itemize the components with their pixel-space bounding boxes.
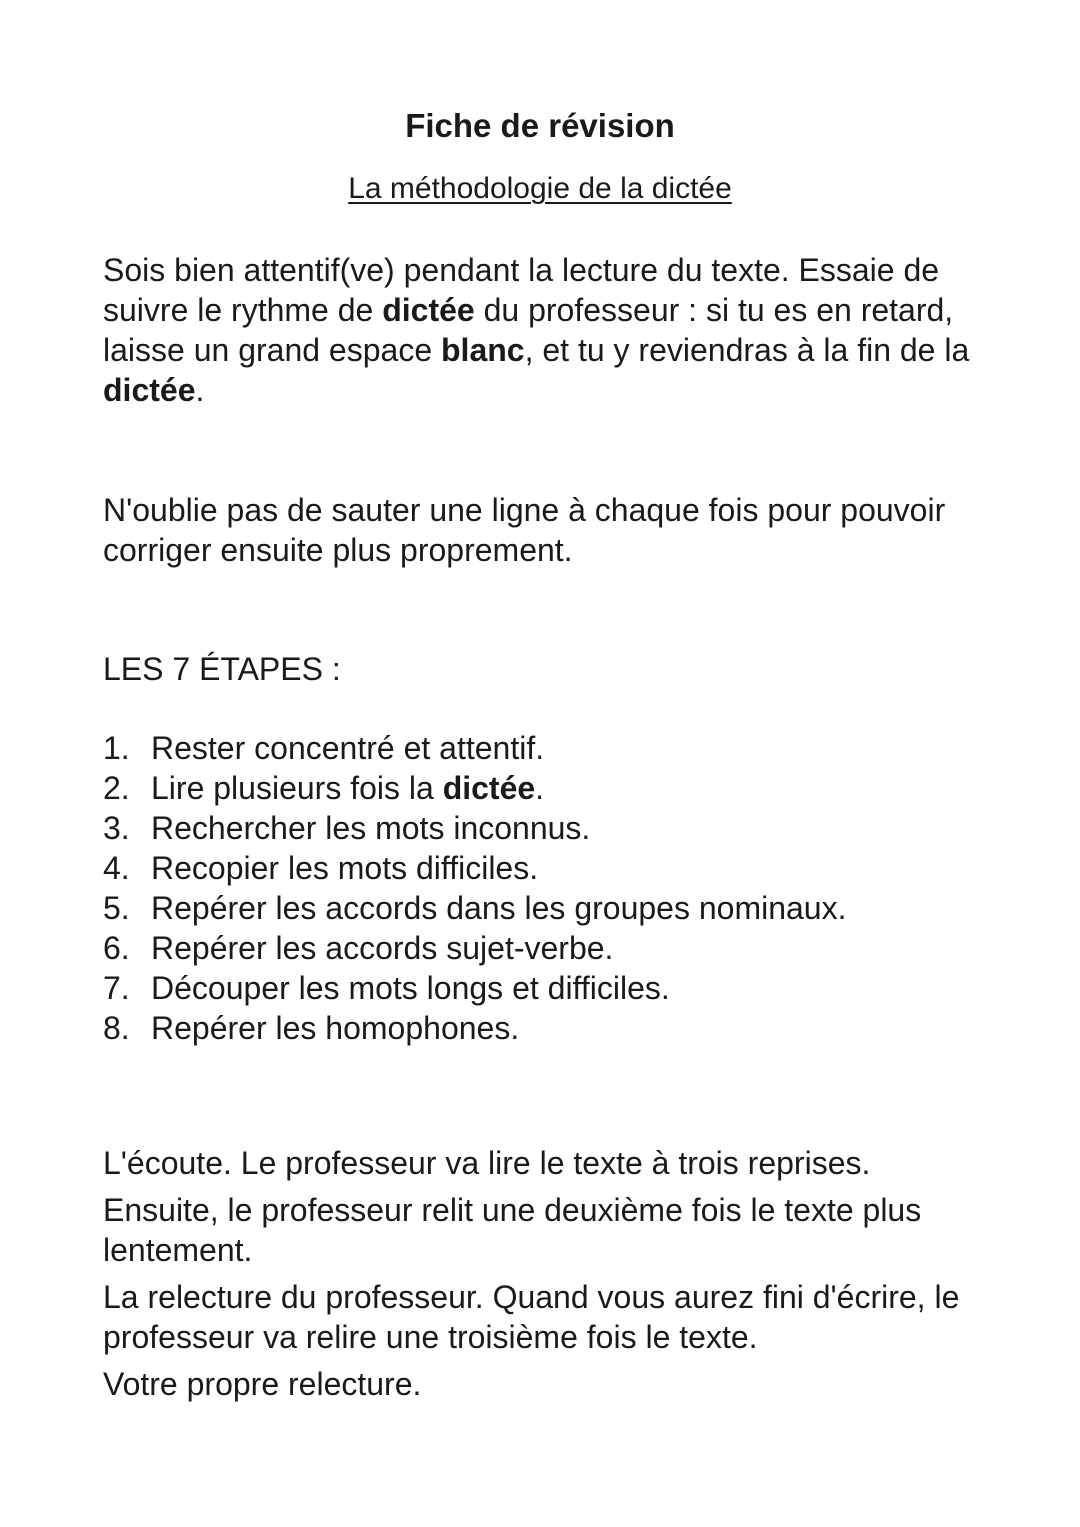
bold-word: dictée: [442, 770, 536, 806]
paragraph-text: , et tu y reviendras à la fin de la: [524, 332, 970, 368]
list-number: 7.: [103, 970, 130, 1006]
list-number: 1.: [103, 730, 130, 766]
list-text: Repérer les accords dans les groupes nominaux.: [151, 890, 847, 926]
list-text: Découper les mots longs et difficiles.: [151, 970, 670, 1006]
list-item: [103, 888, 1003, 928]
list-item: [103, 1008, 1003, 1048]
list-item: [103, 928, 1003, 968]
bold-word: dictée: [382, 292, 475, 328]
list-item: [103, 848, 1003, 888]
bold-word: dictée: [103, 372, 196, 408]
list-item: [103, 728, 1003, 768]
list-text: Rester concentré et attentif.: [151, 730, 545, 766]
list-number: 6.: [103, 930, 130, 966]
list-text-part: .: [535, 770, 545, 806]
paragraph-text: du professeur : si tu es en retard, laisse un grand espace: [103, 292, 954, 368]
list-number: 8.: [103, 1010, 130, 1046]
list-text: Repérer les homophones.: [151, 1010, 520, 1046]
paragraph-listening: L'écoute. Le professeur va lire le texte à trois reprises.: [103, 1145, 871, 1181]
list-number: 4.: [103, 850, 130, 886]
page-title: Fiche de révision: [405, 107, 675, 144]
list-text: Repérer les accords sujet-verbe.: [151, 930, 614, 966]
bold-word: blanc: [441, 332, 525, 368]
steps-heading: LES 7 ÉTAPES :: [103, 651, 341, 687]
list-number: 3.: [103, 810, 130, 846]
steps-list: [103, 728, 1003, 1048]
list-item: [103, 808, 1003, 848]
list-text: Recopier les mots difficiles.: [151, 850, 539, 886]
list-text: Rechercher les mots inconnus.: [151, 810, 591, 846]
list-text: [151, 768, 544, 808]
paragraph-text: .: [195, 372, 205, 408]
paragraph-second-reading: Ensuite, le professeur relit une deuxième fois le texte plus lentement.: [103, 1192, 922, 1268]
list-item: [103, 768, 1003, 808]
page-subtitle: [0, 169, 1080, 209]
list-text-part: Lire plusieurs fois la: [151, 770, 443, 806]
subtitle-text: La méthodologie de la dictée: [348, 172, 732, 205]
paragraph-teacher-rereading: La relecture du professeur. Quand vous aurez fini d'écrire, le professeur va relire une troisième fois le texte.: [103, 1279, 960, 1355]
list-number: 2.: [103, 770, 130, 806]
paragraph-skip-line: N'oublie pas de sauter une ligne à chaque fois pour pouvoir corriger ensuite plus proprement.: [103, 492, 946, 568]
paragraph-own-rereading: Votre propre relecture.: [103, 1366, 422, 1402]
paragraph-text: Sois bien attentif(ve) pendant la lecture du texte. Essaie de suivre le rythme de: [103, 252, 940, 328]
list-item: [103, 968, 1003, 1008]
paragraph-attention: [103, 250, 1003, 410]
list-number: 5.: [103, 890, 130, 926]
